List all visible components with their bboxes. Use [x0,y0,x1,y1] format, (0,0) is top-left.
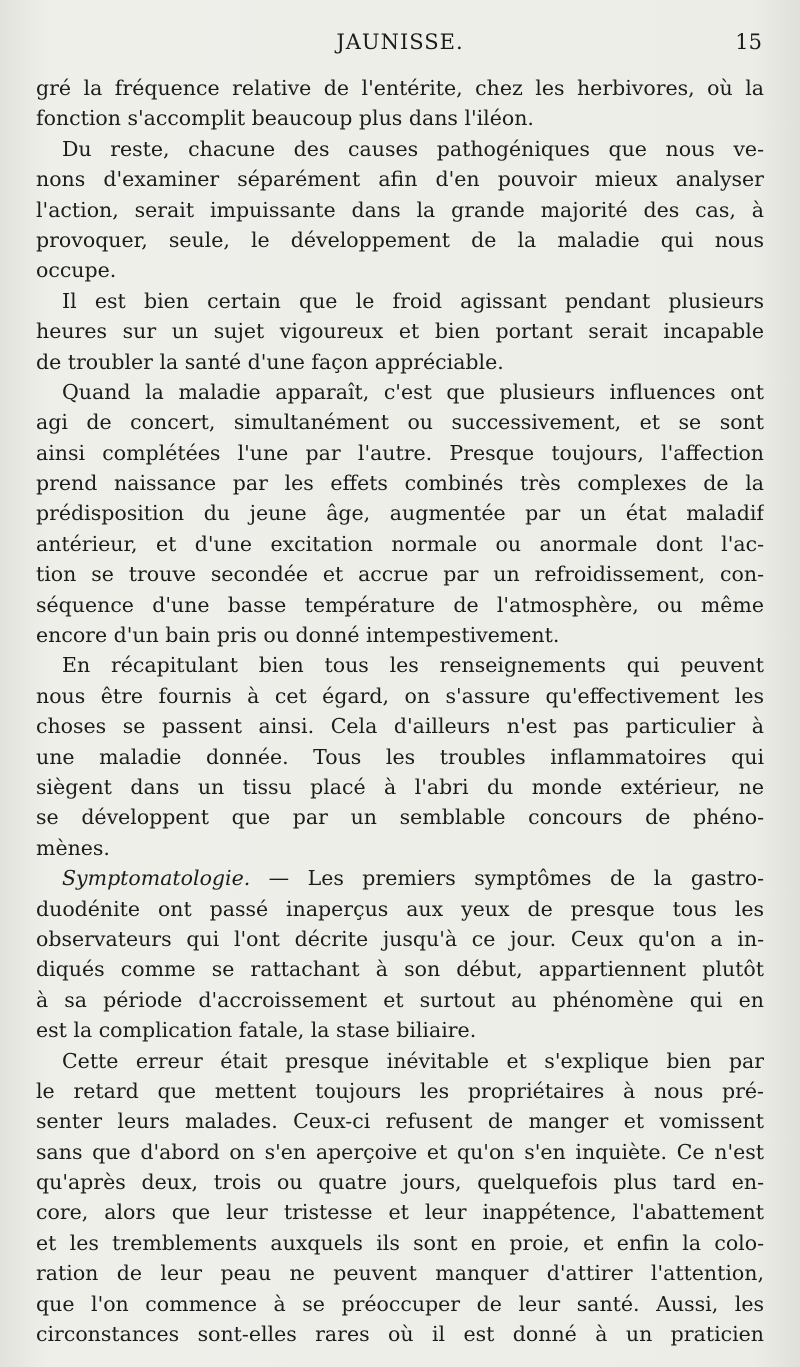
text-line: Cette erreur était presque inévitable et s'explique bien par [62,1048,764,1073]
text-line: tion se trouve secondée et accrue par un refroidissement, con- [36,562,764,587]
text-line: de troubler la santé d'une façon appréciable. [36,349,504,374]
text-line: ainsi complétées l'une par l'autre. Presque toujours, l'affection [36,440,764,465]
text-line: séquence d'une basse température de l'atmosphère, ou même [36,592,764,617]
text-line: duodénite ont passé inaperçus aux yeux de presque tous les [36,896,764,921]
text-line: sans que d'abord on s'en aperçoive et qu'on s'en inquiète. Ce n'est [36,1139,764,1164]
text-line: que l'on commence à se préoccuper de leur santé. Aussi, les [36,1291,764,1316]
text-line: agi de concert, simultanément ou successivement, et se sont [36,410,764,435]
text-line: choses se passent ainsi. Cela d'ailleurs n'est pas particulier à [36,714,764,739]
section-heading-line [36,863,764,893]
text-line: En récapitulant bien tous les renseignements qui peuvent [62,653,764,678]
text-line-rest: — Les premiers symptômes de la gastro- [250,866,764,891]
text-line: occupe. [36,258,117,283]
section-heading: Symptomatologie. [62,866,251,891]
page-number: 15 [735,30,762,54]
text-line: nons d'examiner séparément afin d'en pouvoir mieux analyser [36,167,764,192]
text-line: senter leurs malades. Ceux-ci refusent de manger et vomissent [36,1109,764,1134]
body-text [36,73,764,1349]
text-line: provoquer, seule, le développement de la maladie qui nous [36,227,764,252]
text-line: diqués comme se rattachant à son début, appartiennent plutôt [36,957,764,982]
text-line: et les tremblements auxquels ils sont en proie, et enfin la colo- [36,1230,764,1255]
text-line: à sa période d'accroissement et surtout au phénomène qui en [36,987,764,1012]
text-line: heures sur un sujet vigoureux et bien portant serait incapable [36,319,764,344]
text-line: gré la fréquence relative de l'entérite, chez les herbivores, où la [36,76,764,100]
text-line: fonction s'accomplit beaucoup plus dans l'iléon. [36,106,534,131]
running-head [38,30,762,60]
text-line: une maladie donnée. Tous les troubles inflammatoires qui [36,744,764,769]
running-title: JAUNISSE. [336,30,464,54]
text-line: est la complication fatale, la stase biliaire. [36,1018,477,1043]
text-line: antérieur, et d'une excitation normale ou anormale dont l'ac- [36,531,764,556]
text-line: mènes. [36,835,110,860]
text-line: observateurs qui l'ont décrite jusqu'à ce jour. Ceux qu'on a in- [36,926,764,951]
text-line: Il est bien certain que le froid agissant pendant plusieurs [62,288,764,313]
text-line: core, alors que leur tristesse et leur inappétence, l'abattement [36,1200,764,1225]
text-line: Quand la maladie apparaît, c'est que plusieurs influences ont [62,379,764,404]
text-line: Du reste, chacune des causes pathogéniques que nous ve- [62,136,764,161]
text-line: nous être fournis à cet égard, on s'assure qu'effectivement les [36,683,764,708]
text-line: l'action, serait impuissante dans la grande majorité des cas, à [36,197,764,222]
text-line: ration de leur peau ne peuvent manquer d'attirer l'attention, [36,1261,764,1286]
text-line: encore d'un bain pris ou donné intempestivement. [36,623,560,648]
text-line: circonstances sont-elles rares où il est donné à un praticien [36,1322,764,1347]
text-line: prédisposition du jeune âge, augmentée par un état maladif [36,501,764,526]
text-line: le retard que mettent toujours les propriétaires à nous pré- [36,1078,764,1103]
text-line: prend naissance par les effets combinés très complexes de la [36,471,764,496]
text-line: se développent que par un semblable concours de phéno- [36,805,764,830]
text-line: qu'après deux, trois ou quatre jours, quelquefois plus tard en- [36,1170,764,1195]
text-line: siègent dans un tissu placé à l'abri du monde extérieur, ne [36,774,764,799]
